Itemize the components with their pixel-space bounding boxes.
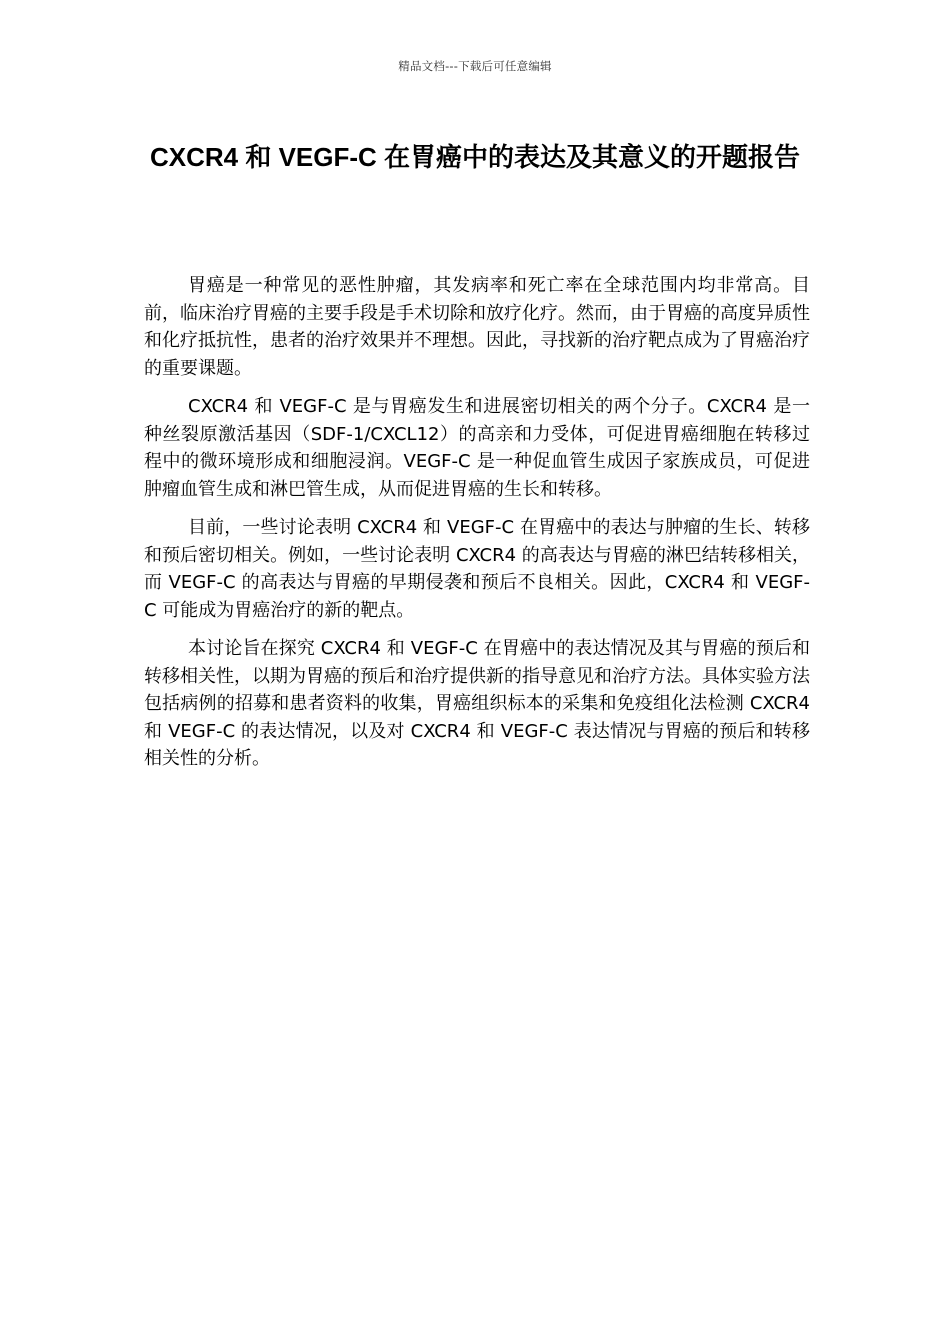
document-title: CXCR4 和 VEGF-C 在胃癌中的表达及其意义的开题报告 [149, 142, 801, 172]
paragraph-4: 本讨论旨在探究 CXCR4 和 VEGF-C 在胃癌中的表达情况及其与胃癌的预后和转移相关性，以期为胃癌的预后和治疗提供新的指导意见和治疗方法。具体实验方法包括病例的招募和患者资料的收集，胃癌组织标本的采集和免疫组化法检测 CXCR4 和 VEGF-C 的表达情况，以及对 CXCR4 和 VEGF-C 表达情况与胃癌的预后和转移相关性的分析。 [144, 638, 810, 769]
paragraph-1: 胃癌是一种常见的恶性肿瘤，其发病率和死亡率在全球范围内均非常高。目前，临床治疗胃癌的主要手段是手术切除和放疗化疗。然而，由于胃癌的高度异质性和化疗抵抗性，患者的治疗效果并不理想。因此，寻找新的治疗靶点成为了胃癌治疗的重要课题。 [144, 275, 810, 379]
document-body [144, 272, 810, 784]
header-note: 精品文档---下载后可任意编辑 [398, 59, 552, 73]
paragraph-2: CXCR4 和 VEGF-C 是与胃癌发生和进展密切相关的两个分子。CXCR4 是一种丝裂原激活基因（SDF-1/CXCL12）的高亲和力受体，可促进胃癌细胞在转移过程中的微环境形成和细胞浸润。VEGF-C 是一种促血管生成因子家族成员，可促进肿瘤血管生成和淋巴管生成，从而促进胃癌的生长和转移。 [144, 396, 810, 500]
paragraph-3: 目前，一些讨论表明 CXCR4 和 VEGF-C 在胃癌中的表达与肿瘤的生长、转移和预后密切相关。例如，一些讨论表明 CXCR4 的高表达与胃癌的淋巴结转移相关，而 VEGF-C 的高表达与胃癌的早期侵袭和预后不良相关。因此，CXCR4 和 VEGF-C 可能成为胃癌治疗的新的靶点。 [144, 517, 810, 621]
